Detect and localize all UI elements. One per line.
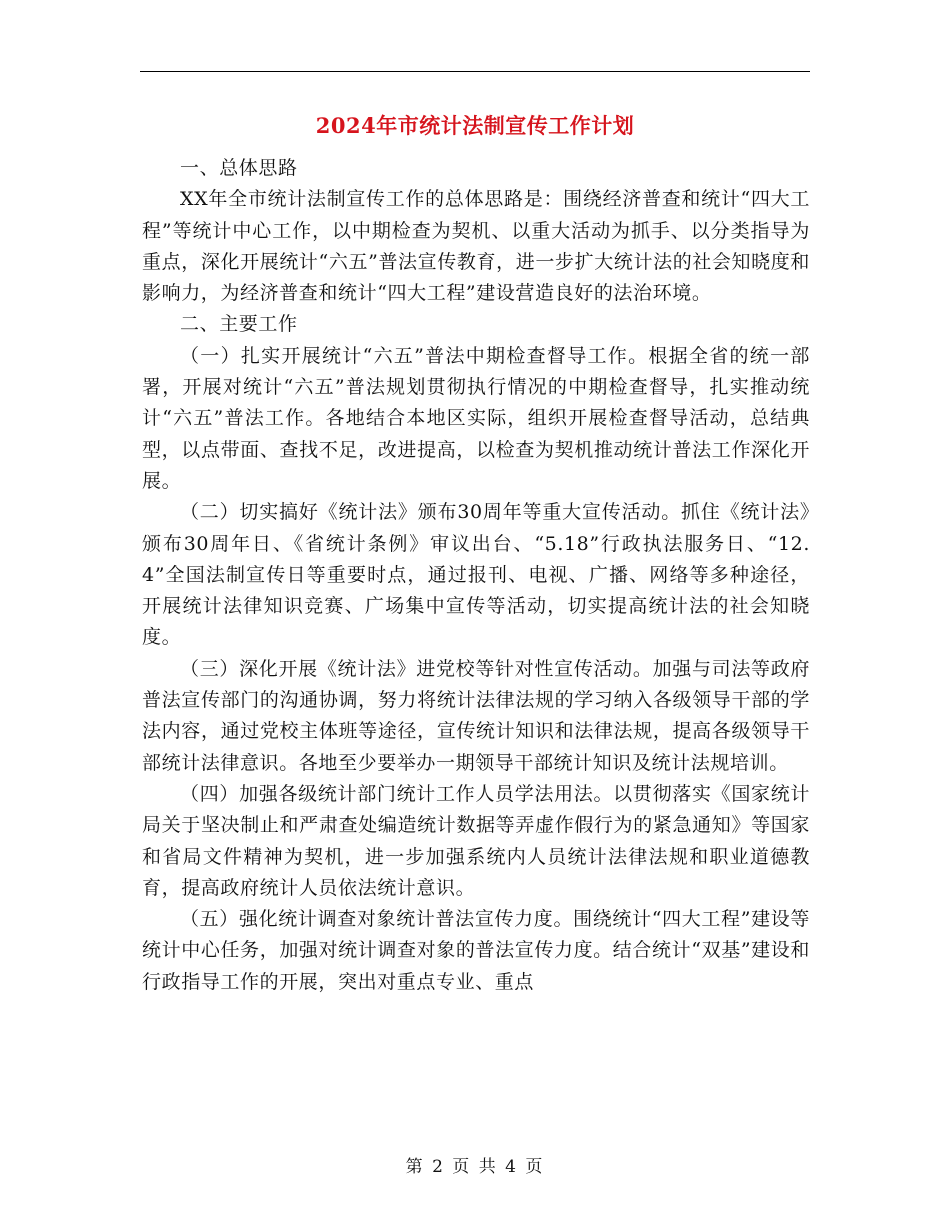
section-heading: 二、主要工作 [180, 313, 298, 336]
body-paragraph: （三）深化开展《统计法》进党校等针对性宣传活动。加强与司法等政府普法宣传部门的沟通协调，努力将统计法律法规的学习纳入各级领导干部的学法内容，通过党校主体班等途径，宣传统计知识和法律法规，提高各级领导干部统计法律意识。各地至少要举办一期领导干部统计知识及统计法规培训。 [142, 657, 810, 774]
section-heading: 一、总体思路 [180, 157, 298, 179]
body-paragraph: （五）强化统计调查对象统计普法宣传力度。围绕统计“四大工程”建设等统计中心任务，加强对统计调查对象的普法宣传力度。结合统计“双基”建设和行政指导工作的开展，突出对重点专业、重点 [142, 908, 810, 993]
body-paragraph: （二）切实搞好《统计法》颁布30周年等重大宣传活动。抓住《统计法》颁布30周年日、《省统计条例》审议出台、“5.18”行政执法服务日、“12.4”全国法制宣传日等重要时点，通过报刊、电视、广播、网络等多种途径，开展统计法律知识竞赛、广场集中宣传等活动，切实提高统计法的社会知晓度。 [142, 501, 810, 649]
document-title: 2024年市统计法制宣传工作计划 [315, 113, 635, 138]
body-paragraph: （一）扎实开展统计“六五”普法中期检查督导工作。根据全省的统一部署，开展对统计“六五”普法规划贯彻执行情况的中期检查督导，扎实推动统计“六五”普法工作。各地结合本地区实际，组织开展检查督导活动，总结典型，以点带面、查找不足，改进提高，以检查为契机推动统计普法工作深化开展。 [142, 344, 810, 492]
page-number-footer: 第 2 页 共 4 页 [405, 1157, 545, 1177]
header-rule [140, 71, 810, 72]
document-body [142, 153, 810, 998]
body-paragraph: XX年全市统计法制宣传工作的总体思路是：围绕经济普查和统计“四大工程”等统计中心工作，以中期检查为契机、以重大活动为抓手、以分类指导为重点，深化开展统计“六五”普法宣传教育，进一步扩大统计法的社会知晓度和影响力，为经济普查和统计“四大工程”建设营造良好的法治环境。 [142, 188, 810, 305]
body-paragraph: （四）加强各级统计部门统计工作人员学法用法。以贯彻落实《国家统计局关于坚决制止和严肃查处编造统计数据等弄虚作假行为的紧急通知》等国家和省局文件精神为契机，进一步加强系统内人员统计法律法规和职业道德教育，提高政府统计人员依法统计意识。 [142, 782, 810, 899]
